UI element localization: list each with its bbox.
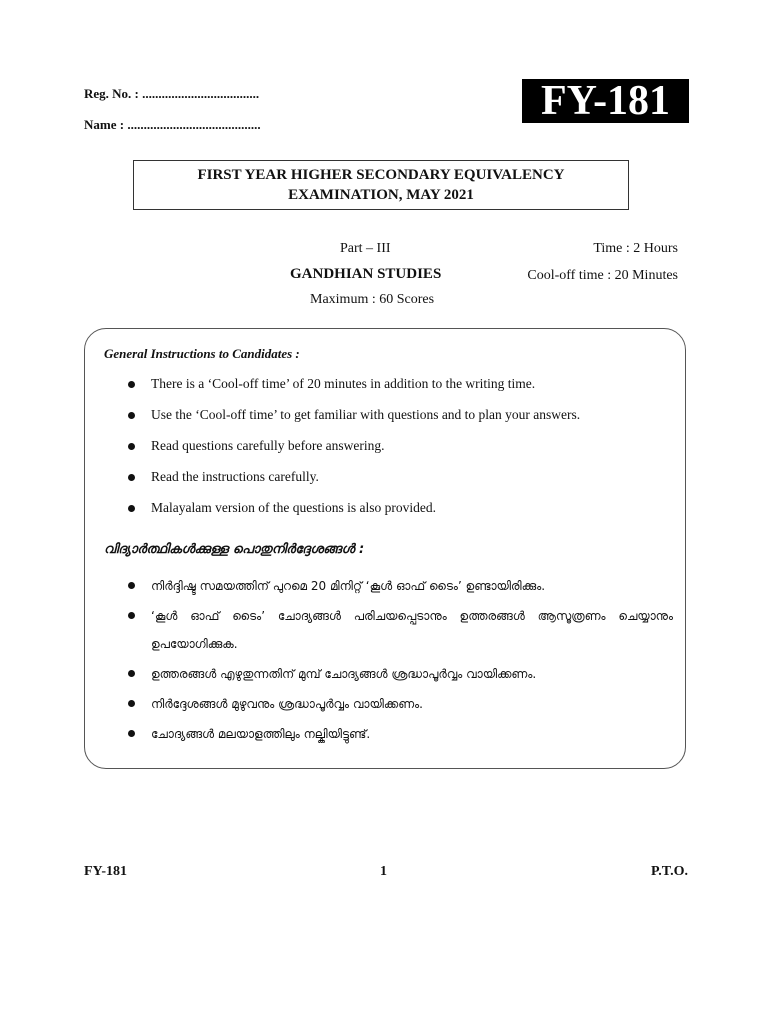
instructions-list-en	[128, 375, 673, 530]
pto-label: P.T.O.	[651, 864, 688, 879]
list-item: Malayalam version of the questions is also provided.	[128, 499, 673, 530]
instructions-heading-en: General Instructions to Candidates :	[104, 346, 300, 361]
footer-paper-code: FY-181	[84, 864, 128, 879]
maximum-scores: Maximum : 60 Scores	[310, 292, 435, 307]
part-label: Part – III	[340, 241, 391, 256]
bullet-icon	[128, 730, 135, 737]
list-item: ‘കൂൾ ഓഫ് ടൈം’ ചോദ്യങ്ങൾ പരിചയപ്പെടാനും ഉത്തരങ്ങൾ ആസൂത്രണം ചെയ്യാനും ഉപയോഗിക്കുക.	[128, 602, 673, 658]
list-item: Read questions carefully before answering.	[128, 437, 673, 468]
name-field: Name : .........................................	[84, 117, 261, 132]
time-allowed: Time : 2 Hours	[593, 241, 678, 256]
bullet-icon	[128, 700, 135, 707]
cool-off-time: Cool-off time : 20 Minutes	[527, 268, 678, 283]
exam-title-box	[133, 160, 629, 210]
list-item: There is a ‘Cool-off time’ of 20 minutes in addition to the writing time.	[128, 375, 673, 406]
bullet-icon	[128, 582, 135, 589]
bullet-icon	[128, 505, 135, 512]
list-item: Read the instructions carefully.	[128, 468, 673, 499]
bullet-icon	[128, 670, 135, 677]
list-item: നിർദ്ദേശങ്ങൾ മുഴുവനും ശ്രദ്ധാപൂർവ്വം വായിക്കണം.	[128, 690, 673, 718]
instructions-heading-ml: വിദ്യാർത്ഥികൾക്കുള്ള പൊതുനിർദ്ദേശങ്ങൾ :	[104, 542, 365, 557]
bullet-icon	[128, 474, 135, 481]
list-item: ഉത്തരങ്ങൾ എഴുതുന്നതിന് മുമ്പ് ചോദ്യങ്ങൾ ശ്രദ്ധാപൂർവ്വം വായിക്കണം.	[128, 660, 673, 688]
bullet-icon	[128, 412, 135, 419]
bullet-icon	[128, 443, 135, 450]
bullet-icon	[128, 612, 135, 619]
bullet-icon	[128, 381, 135, 388]
exam-title-line2: EXAMINATION, MAY 2021	[288, 187, 474, 203]
paper-code-badge: FY-181	[522, 79, 689, 123]
instructions-list-ml	[128, 572, 673, 750]
subject-title: GANDHIAN STUDIES	[290, 266, 442, 282]
reg-no-field: Reg. No. : ....................................	[84, 86, 260, 101]
exam-title-line1: FIRST YEAR HIGHER SECONDARY EQUIVALENCY	[197, 167, 565, 183]
list-item: ചോദ്യങ്ങൾ മലയാളത്തിലും നല്കിയിട്ടുണ്ട്.	[128, 720, 673, 748]
list-item: നിർദ്ദിഷ്ട സമയത്തിന് പുറമെ 20 മിനിറ്റ് ‘കൂൾ ഓഫ് ടൈം’ ഉണ്ടായിരിക്കും.	[128, 572, 673, 600]
list-item: Use the ‘Cool-off time’ to get familiar with questions and to plan your answers.	[128, 406, 673, 437]
page-number: 1	[380, 864, 387, 879]
